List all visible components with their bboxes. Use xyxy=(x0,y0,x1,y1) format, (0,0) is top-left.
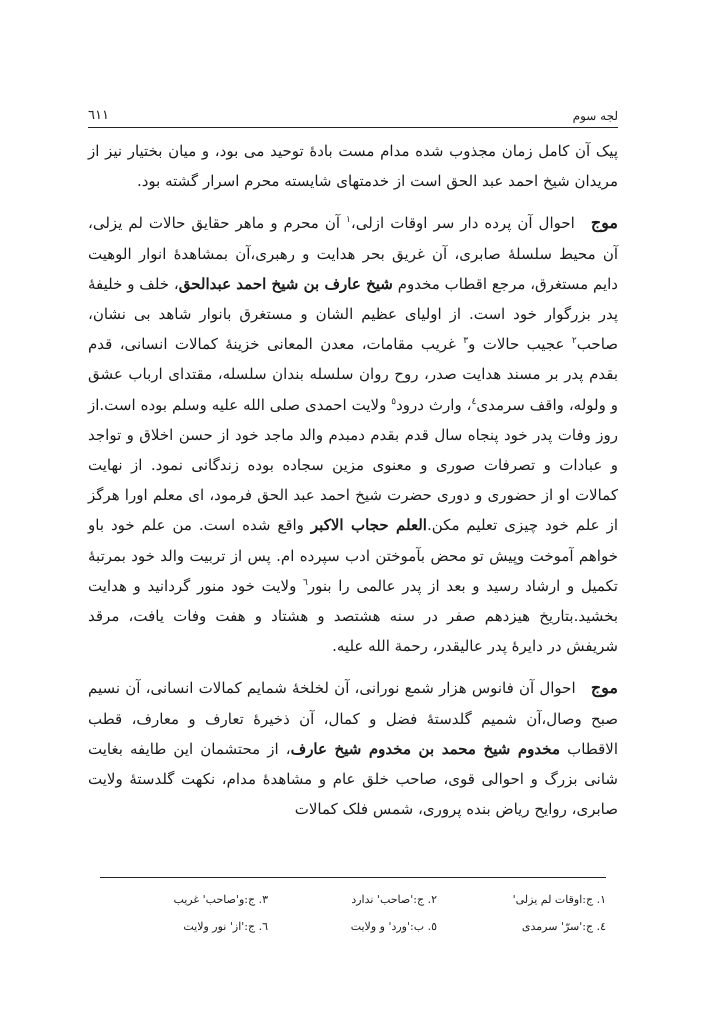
footnote-marker-2: ٢ xyxy=(571,336,577,347)
paragraph-2-text-5: غریب مقامات، معدن المعانی خزینۀ کمالات انسانی، قدم بقدم پدر بر مسند هدایت صدر، روح روان سلسله بندان سلسله، مقتدای ارباب عشق و ولوله، واقف سرمدی xyxy=(88,335,619,414)
paragraph-2-text-8: واقع شده است. من علم خود باو خواهم آموخت وپیش تو محض بآموختن ادب سپرده ام. پس از تربیت والد خود بمرتبۀ تکمیل و ارشاد رسید و بعد از پدر عالمی را بنور xyxy=(88,516,618,595)
paragraph-1-text: پیک آن کامل زمان مجذوب شده مدام مست بادۀ توحید می بود، و میان بختیار نیز از مریدان شیخ احمد عبد الحق است از خدمتهای شایسته محرم اسرار گشته بود. xyxy=(88,142,618,191)
footnote-6: ٦. ج:'از' نور ولایت xyxy=(183,920,268,933)
footnote-marker-4: ٤ xyxy=(471,396,477,407)
footnote-1: ١. ج:اوقات لم یزلی' xyxy=(512,893,606,906)
footnote-4: ٤. ج:'سرّ' سرمدی xyxy=(521,920,606,933)
footnotes xyxy=(100,877,606,940)
footnote-marker-1: ١ xyxy=(346,215,351,226)
paragraph-3 xyxy=(88,673,618,824)
paragraph-2 xyxy=(88,208,618,661)
name-shaikh-arif: شیخ عارف بن شیخ احمد عبدالحق xyxy=(178,274,393,293)
paragraph-1 xyxy=(88,136,618,196)
paragraph-3-text-1: احوال آن فانوس هزار شمع نورانی، آن لخلخۀ شمایم کمالات انسانی، آن نسیم صبح وصال،آن شمیم گلدستۀ فضل و کمال، آن ذخیرۀ تعارف و معارف، قطب الاقطاب xyxy=(88,679,618,758)
name-shaikh-muhammad: مخدوم شیخ محمد بن مخدوم شیخ عارف xyxy=(290,739,560,758)
running-head xyxy=(88,108,618,128)
paragraph-2-text-9: ولایت خود منور گردانید و هدایت بخشید.بتاریخ هیزدهم صفر در سنه هشتصد و هشتاد و هفت وفات یافت، مرقد شریفش در دایرۀ پدر عالیقدر، رحمة الله علیه. xyxy=(88,576,618,656)
quote-al-ilm: العلم حجاب الاکبر xyxy=(310,516,427,535)
body-text xyxy=(88,136,618,824)
paragraph-2-text-4: عجیب حالات و xyxy=(468,335,565,354)
page-number: ٦١١ xyxy=(88,108,109,123)
paragraph-2-text-2: آن محرم و ماهر حقایق حالات لم یزلی، آن محیط سلسلۀ صابری، آن غریق بحر هدایت و رهبری،آن بمشاهدۀ انوار الوهیت دایم مستغرق، مرجع اقطاب مخدوم xyxy=(88,214,618,293)
paragraph-2-text-1: احوال آن پرده دار سر اوقات ازلی، xyxy=(350,214,575,233)
footnote-3: ٣. ج:و'صاحب' غریب xyxy=(173,893,268,906)
footnote-2: ٢. ج:'صاحب' ندارد xyxy=(351,893,437,906)
paragraph-2-text-3: ، خلف و خلیفۀ پدر بزرگوار خود است. از اولیای عظیم الشان و مستغرق بانوار شاهد بی نشان، صاحب xyxy=(88,274,619,354)
section-heading-mawj-2: موج xyxy=(590,678,618,698)
footnote-marker-6: ٦ xyxy=(303,577,308,588)
footnote-marker-3: ٣ xyxy=(463,336,469,347)
paragraph-2-text-7: ولایت احمدی صلی الله علیه وسلم بوده است.از روز وفات پدر خود پنجاه سال قدم بقدم دمبدم والد ماجد خود از حسن اخلاق و تواجد و عبادات و تصرفات صوری و معنوی مزین سجاده بوده زندگانی نمود. از نهایت کمالات او از حضوری و دوری حضرت شیخ احمد عبد الحق فرمود، ای معلم اورا هرگز از علم خود چیزی تعلیم مکن. xyxy=(88,395,618,535)
book-page xyxy=(88,108,618,824)
footnote-marker-5: ٥ xyxy=(391,396,397,407)
footnote-row-1 xyxy=(100,886,606,913)
footnote-row-2 xyxy=(100,913,606,940)
section-name: لجه سوم xyxy=(572,109,618,123)
footnote-5: ٥. ب:'ورد' و ولایت xyxy=(350,920,437,933)
paragraph-2-text-6: ، وارث درود xyxy=(396,395,472,414)
paragraph-3-text-2: ، از محتشمان این طایفه بغایت شانی بزرگ و احوالی قوی، صاحب خلق عام و مشاهدۀ مدام، نکهت گلدستۀ ولایت صابری، روایح ریاض بنده پروری، شمس فلک کمالات xyxy=(88,739,618,819)
section-heading-mawj: موج xyxy=(590,213,618,233)
